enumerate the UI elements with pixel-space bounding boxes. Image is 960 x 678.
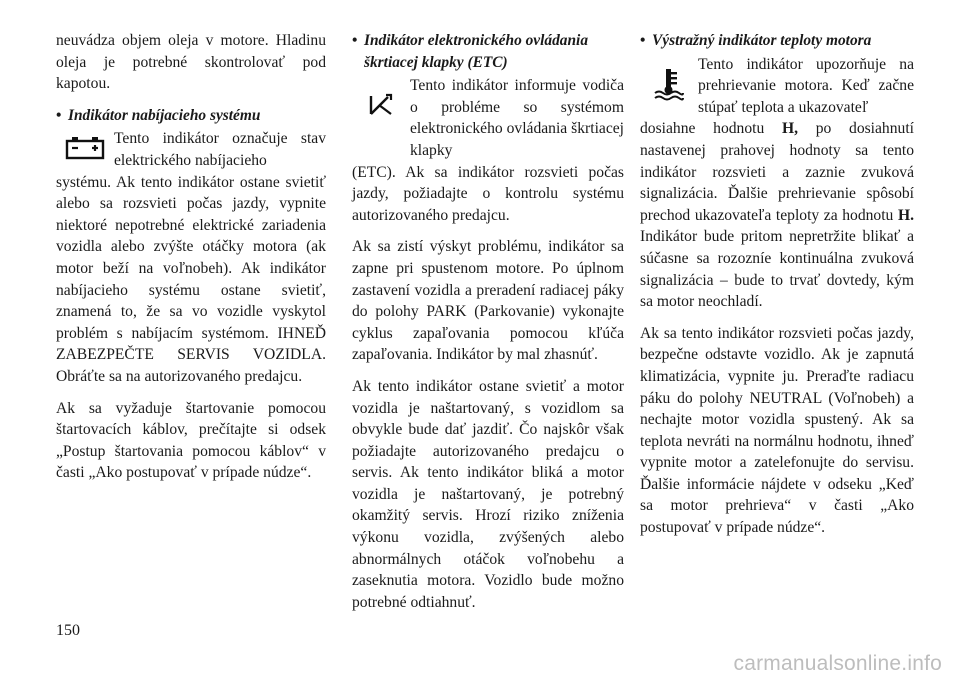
column-2 [352,30,624,623]
temperature-indicator-block [640,54,914,119]
etc-indicator-block [352,75,624,161]
etc-problem-paragraph: Ak sa zistí výskyt problému, indikátor sa zapne pri spustenom motore. Po úplnom zastavení vozidla a preradení radiacej páky do polohy PARK (Parkovanie) vykonajte cyklus zapaľovania pomocou kľúča zapaľovania. Indikátor by mal zhasnúť. [352,238,624,364]
column-1 [56,30,326,494]
temperature-action-paragraph: Ak sa tento indikátor rozsvieti počas jazdy, bezpečne odstavte vozidlo. Ak je zapnutá klimatizácia, vypnite ju. Preraďte radiacu páku do polohy NEUTRAL (Voľnobeh) a nechajte motor vozidla spustený. Ak sa teplota nevráti na normálnu hodnotu, ihneď vypnite motor a zatelefonujte do servisu. Ďalšie informácie nájdete v odseku „Keď sa motor prehrieva“ v časti „Ako postupovať v prípade núdze“. [640,324,914,537]
jump-start-paragraph: Ak sa vyžaduje štartovanie pomocou štartovacích káblov, prečítajte si odsek „Postup štartovania pomocou káblov“ v časti „Ako postupovať v prípade núdze“. [56,399,326,482]
etc-paragraph: (ETC). Ak sa indikátor rozsvieti počas jazdy, požiadajte o kontrolu systému autorizovaného predajcu. [352,163,624,224]
temperature-heading: • Výstražný indikátor teploty motora [640,32,872,49]
column-3 [640,30,914,549]
charging-paragraph: systému. Ak tento indikátor ostane svietiť alebo sa rozsvieti počas jazdy, vypnite niektoré nepotrebné elektrické zariadenia vozidla alebo zvýšte otáčky motora (ak motor beží na voľnobeh). Ak indikátor nabíjacieho systému ostane svietiť, znamená to, že sa vo vozidle vyskytol problém s nabíjacím systémom. IHNEĎ ZABEZPEČTE SERVIS VOZIDLA. Obráťte sa na autorizovaného predajcu. [56,173,326,385]
throttle-control-icon [352,75,410,135]
etc-lead-text: Tento indikátor informuje vodiča o probléme so systémom elektronického ovládania škrtiacej klapky [410,77,624,159]
charging-heading: • Indikátor nabíjacieho systému [56,106,261,124]
charging-indicator-block [56,128,326,171]
page-number: 150 [56,622,80,639]
watermark: carmanualsonline.info [733,652,942,675]
temperature-paragraph: dosiahne hodnotu H, po dosiahnutí nastavenej prahovej hodnoty sa tento indikátor rozsvieti a zaznie zvuková signalizácia. Ďalšie prehrievanie spôsobí prechod ukazovateľa teploty za hodnotu H. Indikátor bude pritom nepretržite blikať a súčasne sa rozozníe kontinuálna zvuková signalizácia – bude to trvať dovtedy, kým sa motor neochladí. [640,120,914,311]
coolant-temperature-icon [640,54,698,114]
charging-lead-text: Tento indikátor označuje stav elektrického nabíjacieho [114,130,326,169]
battery-icon [56,128,114,168]
oil-paragraph: neuvádza objem oleja v motore. Hladinu oleja je potrebné skontrolovať pod kapotou. [56,32,326,93]
etc-service-paragraph: Ak tento indikátor ostane svietiť a motor vozidla je naštartovaný, s vozidlom sa obvykle bude dať jazdiť. Čo najskôr však požiadajte autorizovaného predajcu o servis. Ak tento indikátor bliká a motor vozidla je naštartovaný, je potrebný okamžitý servis. Hrozí riziko zníženia výkonu vozidla, zvýšených alebo abnormálnych otáčok voľnobehu a zaseknutia motora. Vozidlo bude možno potrebné odtiahnuť. [352,377,624,611]
temperature-lead-text: Tento indikátor upozorňuje na prehrievanie motora. Keď začne stúpať teplota a ukazovateľ [698,55,914,116]
etc-heading: • Indikátor elektronického ovládania škrtiacej klapky (ETC) [352,32,589,71]
